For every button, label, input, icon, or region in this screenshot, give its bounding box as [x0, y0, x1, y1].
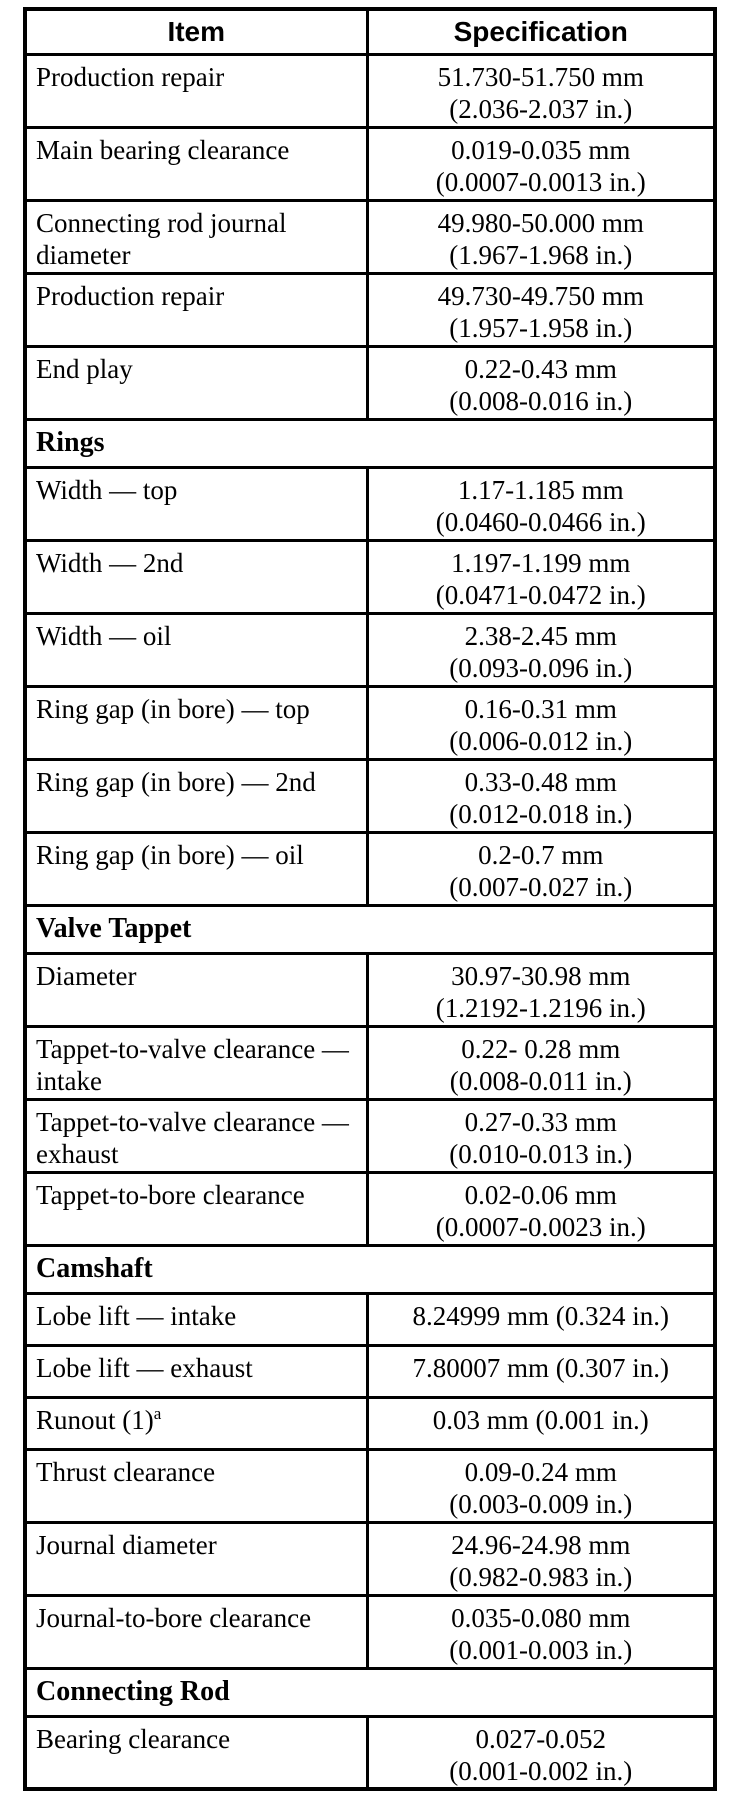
spec-metric-value: 0.2-0.7 mm	[478, 839, 604, 870]
table-row	[25, 1449, 715, 1522]
item-cell	[25, 1345, 367, 1397]
spec-metric-value: 30.97-30.98 mm	[451, 960, 631, 991]
item-text: Connecting rod journal diameter	[36, 207, 287, 270]
item-text: Width — oil	[36, 620, 172, 651]
item-cell	[25, 1099, 367, 1172]
spec-cell	[367, 540, 715, 613]
table-row	[25, 1345, 715, 1397]
item-cell	[25, 1172, 367, 1245]
item-cell	[25, 1026, 367, 1099]
item-cell	[25, 832, 367, 905]
spec-imperial-value: (1.2192-1.2196 in.)	[435, 992, 646, 1023]
spec-metric-value: 1.197-1.199 mm	[451, 547, 631, 578]
spec-cell	[367, 346, 715, 419]
item-cell	[25, 540, 367, 613]
spec-metric-value: 8.24999 mm (0.324 in.)	[412, 1300, 669, 1331]
item-cell	[25, 686, 367, 759]
spec-cell	[367, 953, 715, 1026]
table-row	[25, 759, 715, 832]
spec-imperial-value: (0.0471-0.0472 in.)	[435, 579, 646, 610]
spec-cell	[367, 273, 715, 346]
spec-imperial-value: (1.967-1.968 in.)	[449, 239, 633, 270]
footnote-marker: a	[153, 1403, 162, 1423]
table-row	[25, 467, 715, 540]
item-text: Ring gap (in bore) — 2nd	[36, 766, 316, 797]
item-cell	[25, 127, 367, 200]
spec-metric-value: 0.02-0.06 mm	[464, 1179, 617, 1210]
table-row	[25, 54, 715, 127]
spec-cell	[367, 759, 715, 832]
spec-imperial-value: (0.0460-0.0466 in.)	[435, 506, 646, 537]
table-row	[25, 953, 715, 1026]
table-row	[25, 127, 715, 200]
column-header-specification: Specification	[367, 9, 715, 54]
section-header-row	[25, 419, 715, 467]
spec-metric-value: 49.980-50.000 mm	[437, 207, 644, 238]
table-row	[25, 200, 715, 273]
spec-cell	[367, 613, 715, 686]
spec-cell	[367, 1522, 715, 1595]
item-text: Width — 2nd	[36, 547, 184, 578]
section-title: Valve Tappet	[25, 905, 715, 953]
spec-cell	[367, 1397, 715, 1449]
item-cell	[25, 346, 367, 419]
spec-metric-value: 0.09-0.24 mm	[464, 1456, 617, 1487]
spec-imperial-value: (2.036-2.037 in.)	[449, 93, 633, 124]
item-text: Ring gap (in bore) — top	[36, 693, 310, 724]
item-cell	[25, 273, 367, 346]
spec-cell	[367, 1449, 715, 1522]
item-text: Diameter	[36, 960, 137, 991]
spec-metric-value: 0.22- 0.28 mm	[461, 1033, 621, 1064]
item-text: Production repair	[36, 280, 225, 311]
table-row	[25, 832, 715, 905]
spec-imperial-value: (0.093-0.096 in.)	[449, 652, 633, 683]
spec-cell	[367, 127, 715, 200]
spec-imperial-value: (0.008-0.011 in.)	[449, 1065, 632, 1096]
item-text: Production repair	[36, 61, 225, 92]
spec-cell	[367, 54, 715, 127]
item-text: Tappet-to-bore clearance	[36, 1179, 305, 1210]
spec-cell	[367, 1293, 715, 1345]
spec-imperial-value: (0.007-0.027 in.)	[449, 871, 633, 902]
table-row	[25, 1293, 715, 1345]
spec-imperial-value: (1.957-1.958 in.)	[449, 312, 633, 343]
item-cell	[25, 1397, 367, 1449]
item-cell	[25, 1595, 367, 1668]
spec-cell	[367, 832, 715, 905]
item-cell	[25, 1522, 367, 1595]
spec-cell	[367, 1595, 715, 1668]
table-row	[25, 686, 715, 759]
spec-metric-value: 0.33-0.48 mm	[464, 766, 617, 797]
table-row	[25, 540, 715, 613]
spec-metric-value: 0.027-0.052	[475, 1723, 606, 1754]
spec-imperial-value: (0.010-0.013 in.)	[449, 1138, 633, 1169]
spec-cell	[367, 200, 715, 273]
table-row	[25, 1099, 715, 1172]
table-row	[25, 346, 715, 419]
section-title: Connecting Rod	[25, 1668, 715, 1716]
spec-metric-value: 49.730-49.750 mm	[437, 280, 644, 311]
spec-cell	[367, 1172, 715, 1245]
item-text: Tappet-to-valve clearance — exhaust	[36, 1106, 349, 1169]
item-cell	[25, 54, 367, 127]
table-row	[25, 273, 715, 346]
spec-metric-value: 0.035-0.080 mm	[451, 1602, 631, 1633]
spec-cell	[367, 1716, 715, 1789]
section-header-row	[25, 905, 715, 953]
table-row	[25, 1522, 715, 1595]
table-row	[25, 1595, 715, 1668]
item-text: Lobe lift — intake	[36, 1300, 237, 1331]
spec-metric-value: 0.03 mm (0.001 in.)	[432, 1404, 649, 1435]
column-header-item: Item	[25, 9, 367, 54]
item-cell	[25, 613, 367, 686]
spec-metric-value: 51.730-51.750 mm	[437, 61, 644, 92]
item-text: Main bearing clearance	[36, 134, 290, 165]
item-text: Runout $(1)^a$	[36, 1403, 162, 1435]
item-text: Journal-to-bore clearance	[36, 1602, 312, 1633]
item-text: End play	[36, 353, 133, 384]
table-row	[25, 1026, 715, 1099]
item-cell	[25, 467, 367, 540]
spec-metric-value: 1.17-1.185 mm	[457, 474, 624, 505]
item-text: Thrust clearance	[36, 1456, 216, 1487]
item-cell	[25, 1293, 367, 1345]
table-body	[25, 54, 715, 1789]
item-text: Journal diameter	[36, 1529, 217, 1560]
spec-imperial-value: (0.001-0.002 in.)	[449, 1755, 633, 1786]
spec-metric-value: 2.38-2.45 mm	[464, 620, 617, 651]
spec-imperial-value: (0.001-0.003 in.)	[449, 1634, 633, 1665]
item-cell	[25, 1716, 367, 1789]
item-cell	[25, 200, 367, 273]
specification-table	[23, 7, 717, 1791]
spec-imperial-value: (0.003-0.009 in.)	[449, 1488, 633, 1519]
section-title: Camshaft	[25, 1245, 715, 1293]
spec-metric-value: 7.80007 mm (0.307 in.)	[412, 1352, 669, 1383]
section-header-row	[25, 1245, 715, 1293]
spec-metric-value: 24.96-24.98 mm	[451, 1529, 631, 1560]
item-text: Lobe lift — exhaust	[36, 1352, 253, 1383]
spec-imperial-value: (0.982-0.983 in.)	[449, 1561, 633, 1592]
table-row	[25, 1172, 715, 1245]
item-text: Ring gap (in bore) — oil	[36, 839, 304, 870]
section-title: Rings	[25, 419, 715, 467]
spec-imperial-value: (0.0007-0.0023 in.)	[435, 1211, 646, 1242]
spec-metric-value: 0.22-0.43 mm	[464, 353, 617, 384]
spec-cell	[367, 1026, 715, 1099]
spec-imperial-value: (0.008-0.016 in.)	[449, 385, 633, 416]
spec-cell	[367, 467, 715, 540]
spec-imperial-value: (0.006-0.012 in.)	[449, 725, 633, 756]
header-row	[25, 9, 715, 54]
spec-cell	[367, 1345, 715, 1397]
spec-cell	[367, 1099, 715, 1172]
table-row	[25, 613, 715, 686]
spec-metric-value: 0.019-0.035 mm	[451, 134, 631, 165]
table-row	[25, 1716, 715, 1789]
spec-cell	[367, 686, 715, 759]
spec-imperial-value: (0.0007-0.0013 in.)	[435, 166, 646, 197]
spec-imperial-value: (0.012-0.018 in.)	[449, 798, 633, 829]
item-cell	[25, 1449, 367, 1522]
section-header-row	[25, 1668, 715, 1716]
item-cell	[25, 759, 367, 832]
table-row	[25, 1397, 715, 1449]
spec-metric-value: 0.27-0.33 mm	[464, 1106, 617, 1137]
item-text: Bearing clearance	[36, 1723, 231, 1754]
item-cell	[25, 953, 367, 1026]
spec-metric-value: 0.16-0.31 mm	[464, 693, 617, 724]
item-text: Width — top	[36, 474, 178, 505]
item-text: Tappet-to-valve clearance — intake	[36, 1033, 349, 1096]
